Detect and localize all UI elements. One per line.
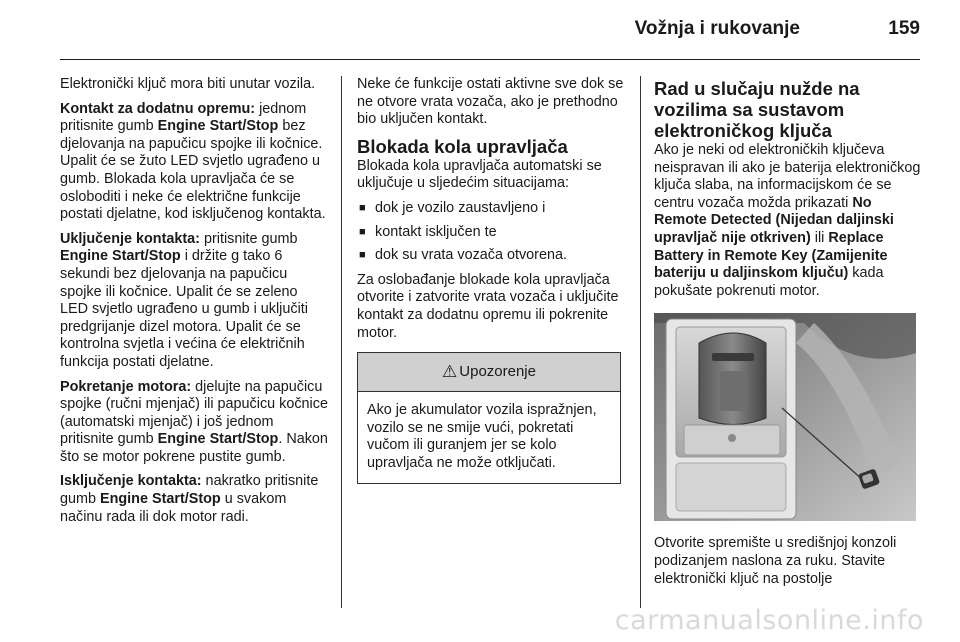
- paragraph: Elektronički ključ mora biti unutar vozila.: [60, 76, 316, 92]
- bullet-icon: ■: [359, 249, 366, 262]
- paragraph: Blokada kola upravljača automatski se uključuje u sljedećim situacijama:: [357, 157, 602, 192]
- term-label: Kontakt za dodatnu opremu:: [60, 100, 256, 117]
- warning-text: Ako je akumulator vozila ispražnjen, vozilo se ne smije vući, pokretati vučom ili guranjem jer se kolo upravljača ne može otključati.: [367, 402, 597, 471]
- paragraph-accessory: Kontakt za dodatnu opremu: jednom pritisnite gumb Engine Start/Stop bez djelovanja na papučicu spojke ili kočnice. Upalit će se žuto LED svjetlo ugrađeno u gumb. Blokada kola upravljača će se osloboditi i neke će električne funkcije postati djelatne, kod isključenog kontakta.: [60, 100, 326, 223]
- warning-title: Upozorenje: [459, 363, 536, 381]
- warning-box: [357, 352, 621, 483]
- term-label: Isključenje kontakta:: [60, 473, 202, 490]
- paragraph: Ako je neki od elektroničkih ključeva neispravan ili ako je baterija elektroničkog ključa slaba, na informacijskom će se centru vozača možda prikazati No Remote Detected (Nijedan daljinski upravljač nije otkriven) ili Replace Battery in Remote Key (Zamijenite bateriju u daljinskom ključu) kada pokušate pokrenuti motor.: [654, 142, 921, 299]
- list-item: ■ dok su vrata vozača otvorena.: [359, 247, 567, 264]
- paragraph-intro: Neke će funkcije ostati aktivne sve dok se ne otvore vrata vozača, ako je prethodno bio uključen kontakt.: [357, 76, 624, 128]
- button-name: Engine Start/Stop: [100, 491, 221, 508]
- warning-header: [358, 353, 620, 392]
- bullet-list: [357, 200, 627, 265]
- watermark-text: carmanualsonline.info: [614, 605, 924, 636]
- warning-icon: ⚠: [442, 362, 458, 382]
- paragraph-engine-start: Pokretanje motora: djelujte na papučicu spojke (ručni mjenjač) ili papučicu kočnice (automatski mjenjač) i još jednom pritisnite gumb Engine Start/Stop. Nakon što se motor pokrene pustite gumb.: [60, 378, 328, 465]
- message-text: No Remote Detected (Nijedan daljinski upravljač nije otkriven): [654, 194, 894, 246]
- button-name: Engine Start/Stop: [157, 431, 279, 448]
- list-item: ■ dok je vozilo zaustavljeno i: [359, 199, 546, 216]
- paragraph-ignition-off: Isključenje kontakta: nakratko pritisnite gumb Engine Start/Stop u svakom načinu rada ili dok motor radi.: [60, 473, 319, 525]
- page-header-title: Vožnja i rukovanje: [634, 18, 800, 39]
- page-number: 159: [888, 18, 920, 39]
- console-key-photo: [654, 313, 916, 521]
- term-label: Uključenje kontakta:: [60, 230, 200, 247]
- list-item: ■ kontakt isključen te: [359, 223, 497, 240]
- message-text: Replace Battery in Remote Key (Zamijenite bateriju u daljinskom ključu): [654, 229, 888, 282]
- column-middle: [357, 76, 627, 484]
- section-heading: Blokada kola upravljača: [357, 135, 568, 157]
- bullet-icon: ■: [359, 225, 366, 238]
- column-left: [60, 76, 328, 533]
- paragraph-ignition-on: Uključenje kontakta: pritisnite gumb Engine Start/Stop i držite g tako 6 sekundi bez djelovanja na papučicu spojke ili kočnice. Upalit će se zeleno LED svjetlo ugrađeno u gumb i uključiti predgrijanje dizel motora. Upalit će se kontrolna svjetla i većina će električnih funkcija postati djelatne.: [60, 230, 308, 370]
- column-right: [654, 76, 926, 595]
- bullet-icon: ■: [359, 201, 366, 214]
- button-name: Engine Start/Stop: [60, 248, 181, 265]
- paragraph: Otvorite spremište u središnjoj konzoli podizanjem naslona za ruku. Stavite elektronički ključ na postolje: [654, 535, 897, 587]
- column-divider: [640, 76, 641, 608]
- button-name: Engine Start/Stop: [157, 118, 279, 135]
- term-label: Pokretanje motora:: [60, 378, 192, 395]
- section-heading: Rad u slučaju nužde na vozilima sa sustavom elektroničkog ključa: [654, 78, 860, 141]
- column-divider: [341, 76, 342, 608]
- paragraph: Za oslobađanje blokade kola upravljača otvorite i zatvorite vrata vozača i uključite kontakt za dodatnu opremu ili pokrenite motor.: [357, 271, 619, 341]
- header-rule: [60, 59, 920, 60]
